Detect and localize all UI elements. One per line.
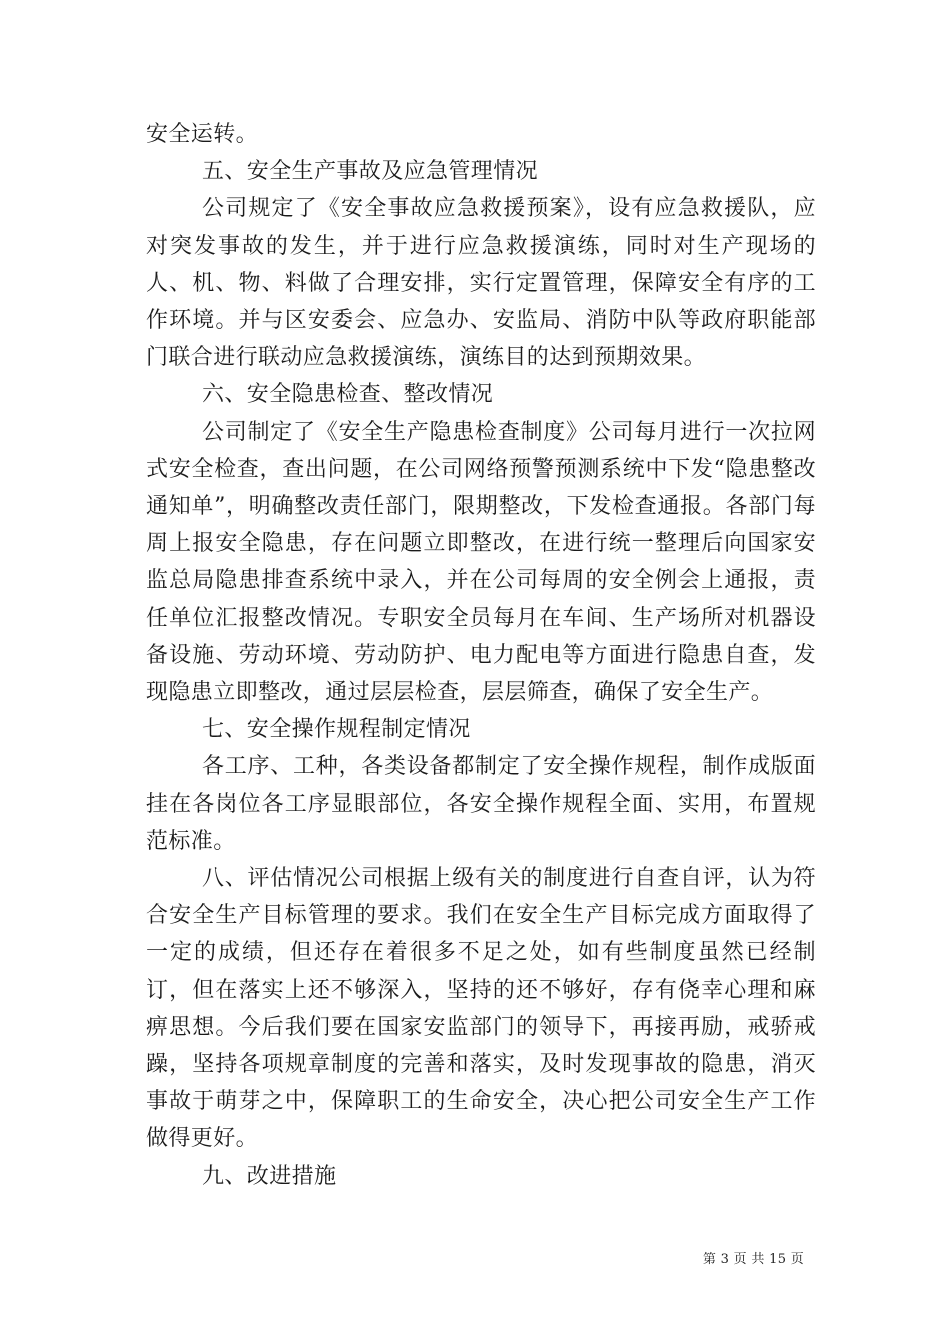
page-number-footer: 第 3 页 共 15 页 bbox=[702, 1252, 804, 1267]
section-heading-5: 五、安全生产事故及应急管理情况 bbox=[202, 159, 539, 185]
section-heading-6: 六、安全隐患检查、整改情况 bbox=[202, 382, 494, 408]
paragraph-continuation: 安全运转。 bbox=[146, 122, 259, 147]
paragraph-assessment: 八、评估情况公司根据上级有关的制度进行自查自评，认为符合安全生产目标管理的要求。我们在安全生产目标完成方面取得了一定的成绩，但还存在着很多不足之处，如有些制度虽然已经制订，但在落实上还不够深入，坚持的还不够好，存有侥幸心理和麻痹思想。今后我们要在国家安监部门的领导下，再接再励，戒骄戒躁，坚持各项规章制度的完善和落实，及时发现事故的隐患，消灭事故于萌芽之中，保障职工的生命安全，决心把公司安全生产工作做得更好。 bbox=[146, 866, 816, 1152]
paragraph-operating-rules: 各工序、工种，各类设备都制定了安全操作规程，制作成版面挂在各岗位各工序显眼部位，各安全操作规程全面、实用，布置规范标准。 bbox=[146, 754, 816, 854]
section-heading-7: 七、安全操作规程制定情况 bbox=[202, 717, 471, 743]
section-heading-9: 九、改进措施 bbox=[202, 1163, 337, 1189]
document-body bbox=[146, 116, 816, 1195]
paragraph-hazard-inspection: 公司制定了《安全生产隐患检查制度》公司每月进行一次拉网式安全检查，查出问题，在公司网络预警预测系统中下发“隐患整改通知单”，明确整改责任部门，限期整改，下发检查通报。各部门每周上报安全隐患，存在问题立即整改，在进行统一整理后向国家安监总局隐患排查系统中录入，并在公司每周的安全例会上通报，责任单位汇报整改情况。专职安全员每月在车间、生产场所对机器设备设施、劳动环境、劳动防护、电力配电等方面进行隐患自查，发现隐患立即整改，通过层层检查，层层筛查，确保了安全生产。 bbox=[146, 419, 816, 706]
paragraph-emergency: 公司规定了《安全事故应急救援预案》，设有应急救援队，应对突发事故的发生，并于进行应急救援演练，同时对生产现场的人、机、物、料做了合理安排，实行定置管理，保障安全有序的工作环境。并与区安委会、应急办、安监局、消防中队等政府职能部门联合进行联动应急救援演练，演练目的达到预期效果。 bbox=[146, 196, 816, 371]
